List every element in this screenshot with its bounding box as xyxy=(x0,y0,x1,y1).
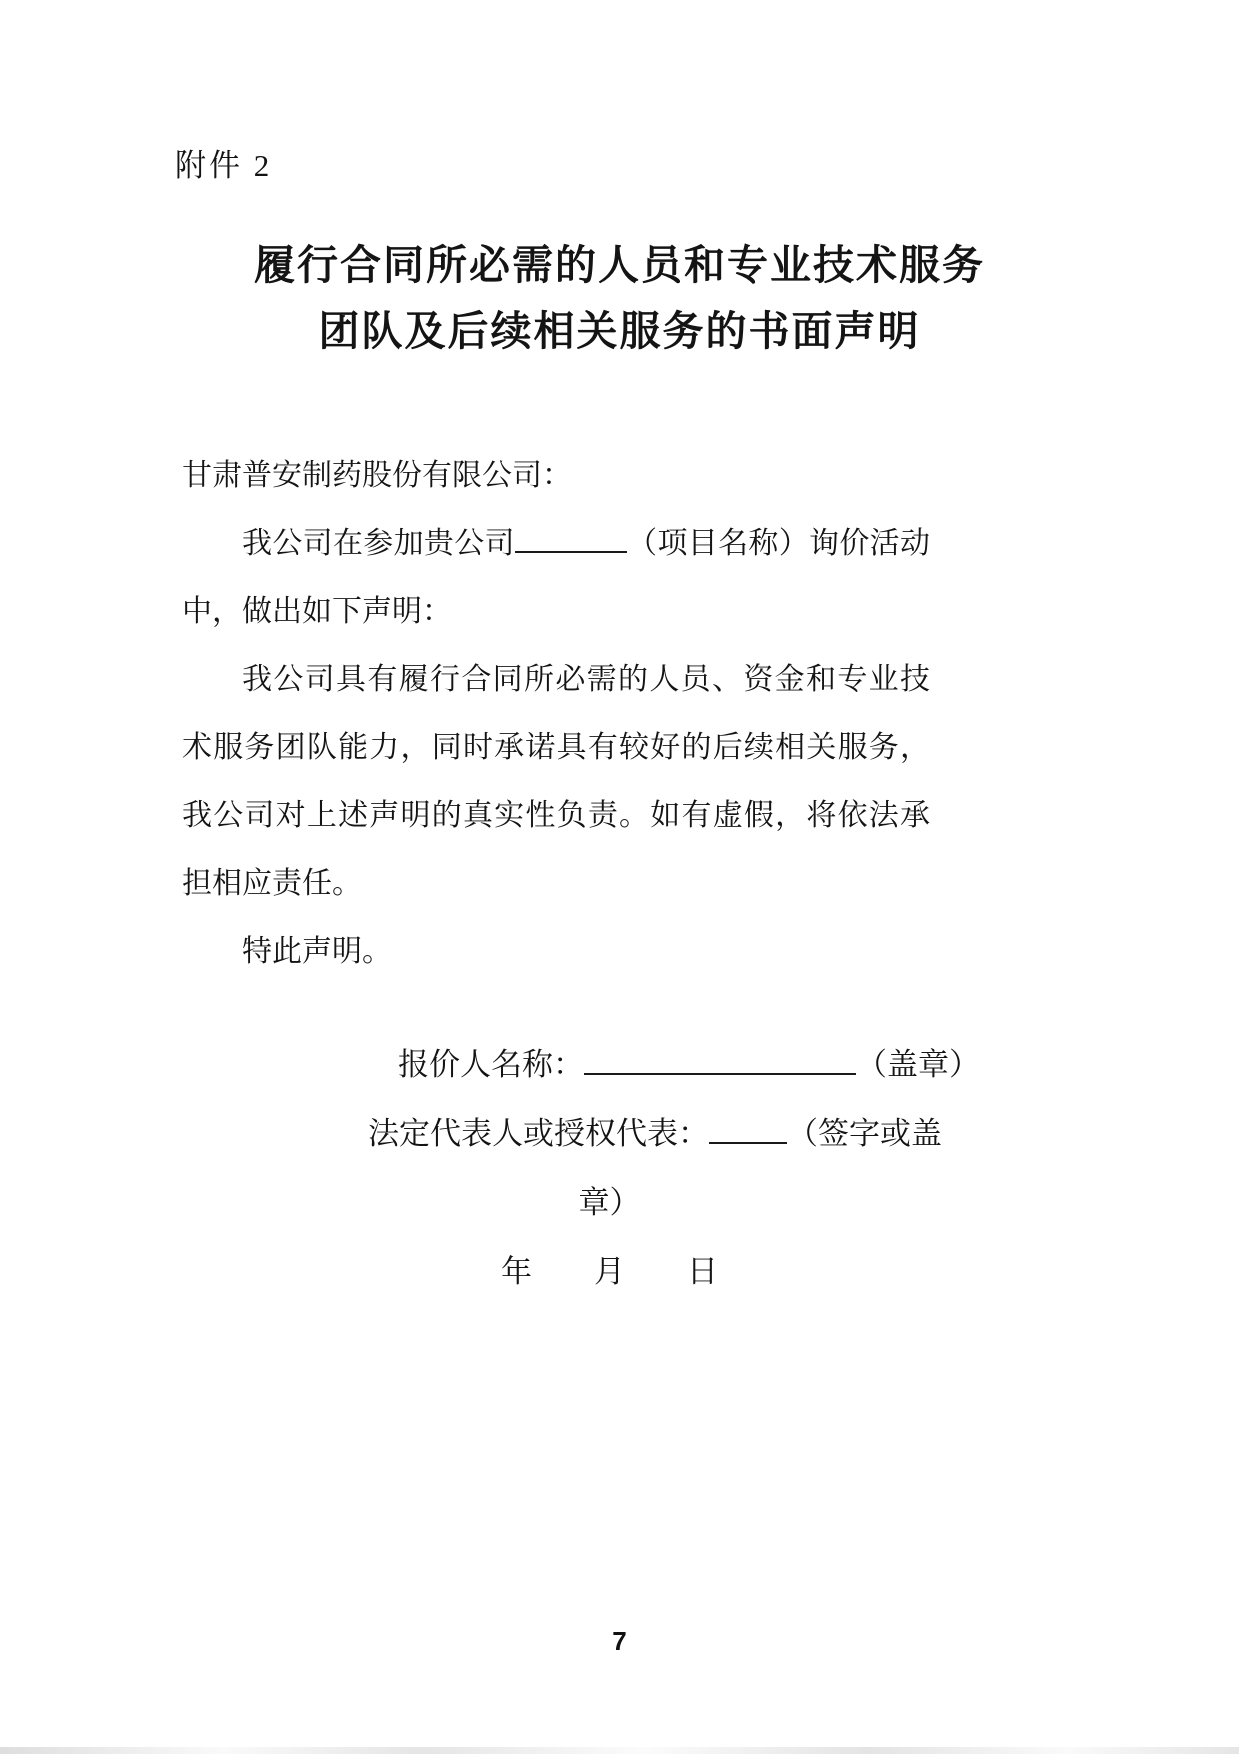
scan-edge-artifact xyxy=(0,1747,1239,1754)
bidder-name-blank xyxy=(584,1040,856,1075)
document-title-line1: 履行合同所必需的人员和专业技术服务 xyxy=(254,242,985,288)
document-title xyxy=(0,232,1239,364)
representative-sign-note-wrap: 章） xyxy=(578,1185,641,1220)
document-body xyxy=(182,442,930,986)
signature-block xyxy=(0,1030,1239,1306)
attachment-label: 附件 2 xyxy=(175,148,273,183)
bidder-name-line xyxy=(0,1030,1239,1099)
paragraph-closing: 特此声明。 xyxy=(242,935,392,968)
paragraph-declaration: 我公司具有履行合同所必需的人员、资金和专业技术服务团队能力，同时承诺具有较好的后续相关服务，我公司对上述声明的真实性负责。如有虚假，将依法承担相应责任。 xyxy=(182,663,930,900)
paragraph-project xyxy=(182,510,930,646)
paragraph-project-after-blank: （项目名称）询价活动中，做出如下声明： xyxy=(182,527,931,628)
representative-blank xyxy=(709,1109,787,1144)
paragraph-project-before-blank: 我公司在参加贵公司 xyxy=(242,527,515,560)
project-name-blank xyxy=(515,520,627,554)
page-number: 7 xyxy=(612,1626,627,1656)
representative-sign-note: （签字或盖 xyxy=(787,1116,942,1151)
document-title-line2: 团队及后续相关服务的书面声明 xyxy=(318,308,921,354)
bidder-name-label: 报价人名称： xyxy=(398,1047,584,1082)
salutation: 甘肃普安制药股份有限公司： xyxy=(182,459,572,492)
representative-line xyxy=(0,1099,1239,1168)
bidder-seal-note: （盖章） xyxy=(856,1047,980,1082)
date-line: 年 月 日 xyxy=(501,1254,718,1289)
representative-label: 法定代表人或授权代表： xyxy=(368,1116,709,1151)
